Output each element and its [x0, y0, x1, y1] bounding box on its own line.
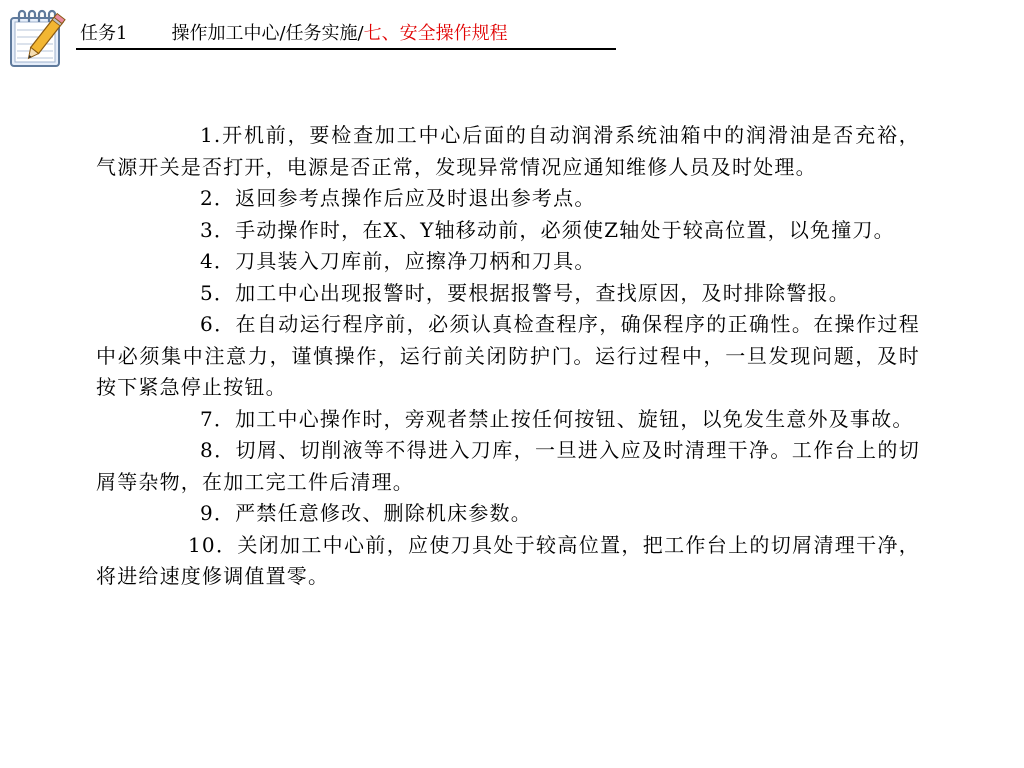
rule-item-9: 9．严禁任意修改、删除机床参数。	[200, 501, 532, 525]
rule-item-6: 6．在自动运行程序前，必须认真检查程序，确保程序的正确性。在操作过程中必须集中注意力，谨慎操作，运行前关闭防护门。运行过程中，一旦发现问题，及时按下紧急停止按钮。	[96, 312, 920, 399]
safety-rules-list	[96, 120, 920, 593]
notebook-pencil-icon	[6, 8, 70, 70]
rule-item-5: 5．加工中心出现报警时，要根据报警号，查找原因，及时排除警报。	[200, 280, 850, 305]
rule-item-1: 1.开机前，要检查加工中心后面的自动润滑系统油箱中的润滑油是否充裕，气源开关是否打开，电源是否正常，发现异常情况应通知维修人员及时处理。	[96, 123, 920, 179]
rule-item-3: 3．手动操作时，在X、Y轴移动前，必须使Z轴处于较高位置，以免撞刀。	[200, 217, 895, 242]
rule-item-4: 4．刀具装入刀库前，应擦净刀柄和刀具。	[200, 249, 596, 273]
task-label: 任务1	[80, 23, 128, 44]
rule-item-10: 10．关闭加工中心前，应使刀具处于较高位置，把工作台上的切屑清理干净，将进给速度修调值置零。	[96, 532, 920, 588]
section-title-highlight: 七、安全操作规程	[363, 23, 508, 44]
breadcrumb-path: 操作加工中心/任务实施/	[171, 23, 364, 44]
header-underline	[76, 48, 616, 50]
rule-item-8: 8．切屑、切削液等不得进入刀库，一旦进入应及时清理干净。工作台上的切屑等杂物，在加工完工件后清理。	[96, 438, 920, 494]
rule-item-7: 7．加工中心操作时，旁观者禁止按任何按钮、旋钮，以免发生意外及事故。	[200, 406, 914, 431]
rule-item-2: 2．返回参考点操作后应及时退出参考点。	[200, 186, 596, 210]
slide-header	[80, 22, 508, 46]
